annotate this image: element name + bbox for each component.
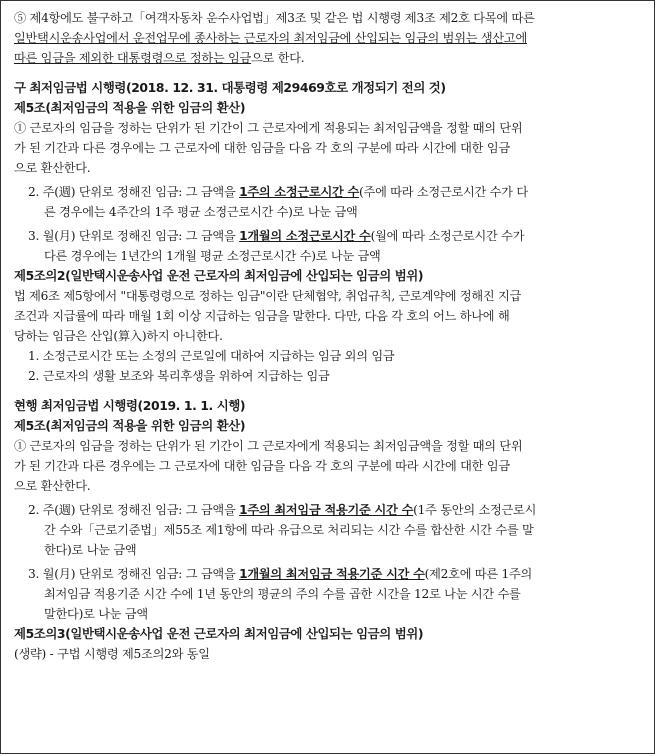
current-item-2-line-1: 2. 주(週) 단위로 정해진 임금: 그 금액을 1주의 최저임금 적용기준 시간 수(1주 동안의 소정근로시	[28, 503, 537, 517]
old-item-2-emphasis: 1주의 소정근로시간 수	[239, 185, 360, 199]
current-article-5-title: 제5조(최저임금의 적용을 위한 임금의 환산)	[14, 418, 246, 433]
current-item-3-line-2: 최저임금 적용기준 시간 수에 1년 동안의 평균의 주의 수를 곱한 시간을 12로 나눈 시간 수를	[44, 587, 521, 601]
old-item-2-line-2: 른 경우에는 4주간의 1주 평균 소정근로시간 수)로 나눈 금액	[44, 205, 358, 219]
intro-line-3	[14, 48, 641, 68]
old-article-5-2-para-line-1: 법 제6조 제5항에서 "대통령령으로 정하는 임금"이란 단체협약, 취업규칙, 근로계약에 정해진 지급	[14, 289, 522, 303]
current-item-3-emphasis: 1개월의 최저임금 적용기준 시간 수	[239, 567, 425, 581]
old-article-5-2-item-2: 2. 근로자의 생활 보조와 복리후생을 위하여 지급하는 임금	[28, 369, 330, 383]
old-decree-heading: 구 최저임금법 시행령(2018. 12. 31. 대통령령 제29469호로 개정되기 전의 것)	[14, 80, 446, 95]
document-body	[14, 8, 641, 664]
old-item-3-line-2: 다른 경우에는 1년간의 1개월 평균 소정근로시간 수)로 나눈 금액	[44, 249, 381, 263]
current-item-2-line-2: 간 수와「근로기준법」제55조 제1항에 따라 유급으로 처리되는 시간 수를 합산한 시간 수를 말	[44, 523, 534, 537]
intro-underlined-text-2: 따른 임금을 제외한 대통령령으로 정하는 임금	[14, 51, 252, 65]
old-item-2-line-1: 2. 주(週) 단위로 정해진 임금: 그 금액을 1주의 소정근로시간 수(주에 따라 소정근로시간 수가 다	[28, 185, 528, 199]
old-article-5-para-line-3: 으로 환산한다.	[14, 161, 91, 175]
old-item-3-emphasis: 1개월의 소정근로시간 수	[239, 229, 371, 243]
intro-line-3-end: 으로 한다.	[251, 51, 305, 65]
current-article-5-3-title: 제5조의3(일반택시운송사업 운전 근로자의 최저임금에 산입되는 임금의 범위)	[14, 626, 424, 641]
old-article-5-2-title: 제5조의2(일반택시운송사업 운전 근로자의 최저임금에 산입되는 임금의 범위)	[14, 268, 424, 283]
current-article-5-3-body: (생략) - 구법 시행령 제5조의2와 동일	[14, 647, 210, 661]
old-article-5-para-line-1: ① 근로자의 임금을 정하는 단위가 된 기간이 그 근로자에게 적용되는 최저임금액을 정할 때의 단위	[14, 121, 523, 135]
current-item-3-line-3: 말한다)로 나눈 금액	[44, 607, 148, 621]
old-article-5-2-para-line-2: 조건과 지급률에 따라 매월 1회 이상 지급하는 임금을 말한다. 다만, 다음 각 호의 어느 하나에 해	[14, 309, 510, 323]
current-decree-heading: 현행 최저임금법 시행령(2019. 1. 1. 시행)	[14, 398, 246, 413]
intro-underlined-text: 일반택시운송사업에서 운전업무에 종사하는 근로자의 최저임금에 산입되는 임금의 범위는 생산고에	[14, 31, 527, 45]
current-article-5-para-line-1: ① 근로자의 임금을 정하는 단위가 된 기간이 그 근로자에게 적용되는 최저임금액을 정할 때의 단위	[14, 439, 523, 453]
intro-line-1: ⑤ 제4항에도 불구하고「여객자동차 운수사업법」제3조 및 같은 법 시행령 제3조 제2호 다목에 따른	[14, 11, 535, 25]
old-article-5-title: 제5조(최저임금의 적용을 위한 임금의 환산)	[14, 100, 246, 115]
current-article-5-para-line-3: 으로 환산한다.	[14, 479, 91, 493]
current-item-2-line-3: 한다)로 나눈 금액	[44, 543, 137, 557]
old-article-5-2-item-1: 1. 소정근로시간 또는 소정의 근로일에 대하여 지급하는 임금 외의 임금	[28, 349, 395, 363]
old-item-3-line-1: 3. 월(月) 단위로 정해진 임금: 그 금액을 1개월의 소정근로시간 수(월에 따라 소정근로시간 수가	[28, 229, 525, 243]
current-item-3-line-1: 3. 월(月) 단위로 정해진 임금: 그 금액을 1개월의 최저임금 적용기준 시간 수(제2호에 따른 1주의	[28, 567, 533, 581]
current-article-5-para-line-2: 가 된 기간과 다른 경우에는 그 근로자에 대한 임금을 다음 각 호의 구분에 따라 시간에 대한 임금	[14, 459, 510, 473]
current-item-2-emphasis: 1주의 최저임금 적용기준 시간 수	[239, 503, 414, 517]
old-article-5-2-para-line-3: 당하는 임금은 산입(算入)하지 아니한다.	[14, 329, 223, 343]
intro-line-2	[14, 28, 641, 48]
old-article-5-para-line-2: 가 된 기간과 다른 경우에는 그 근로자에 대한 임금을 다음 각 호의 구분에 따라 시간에 대한 임금	[14, 141, 510, 155]
